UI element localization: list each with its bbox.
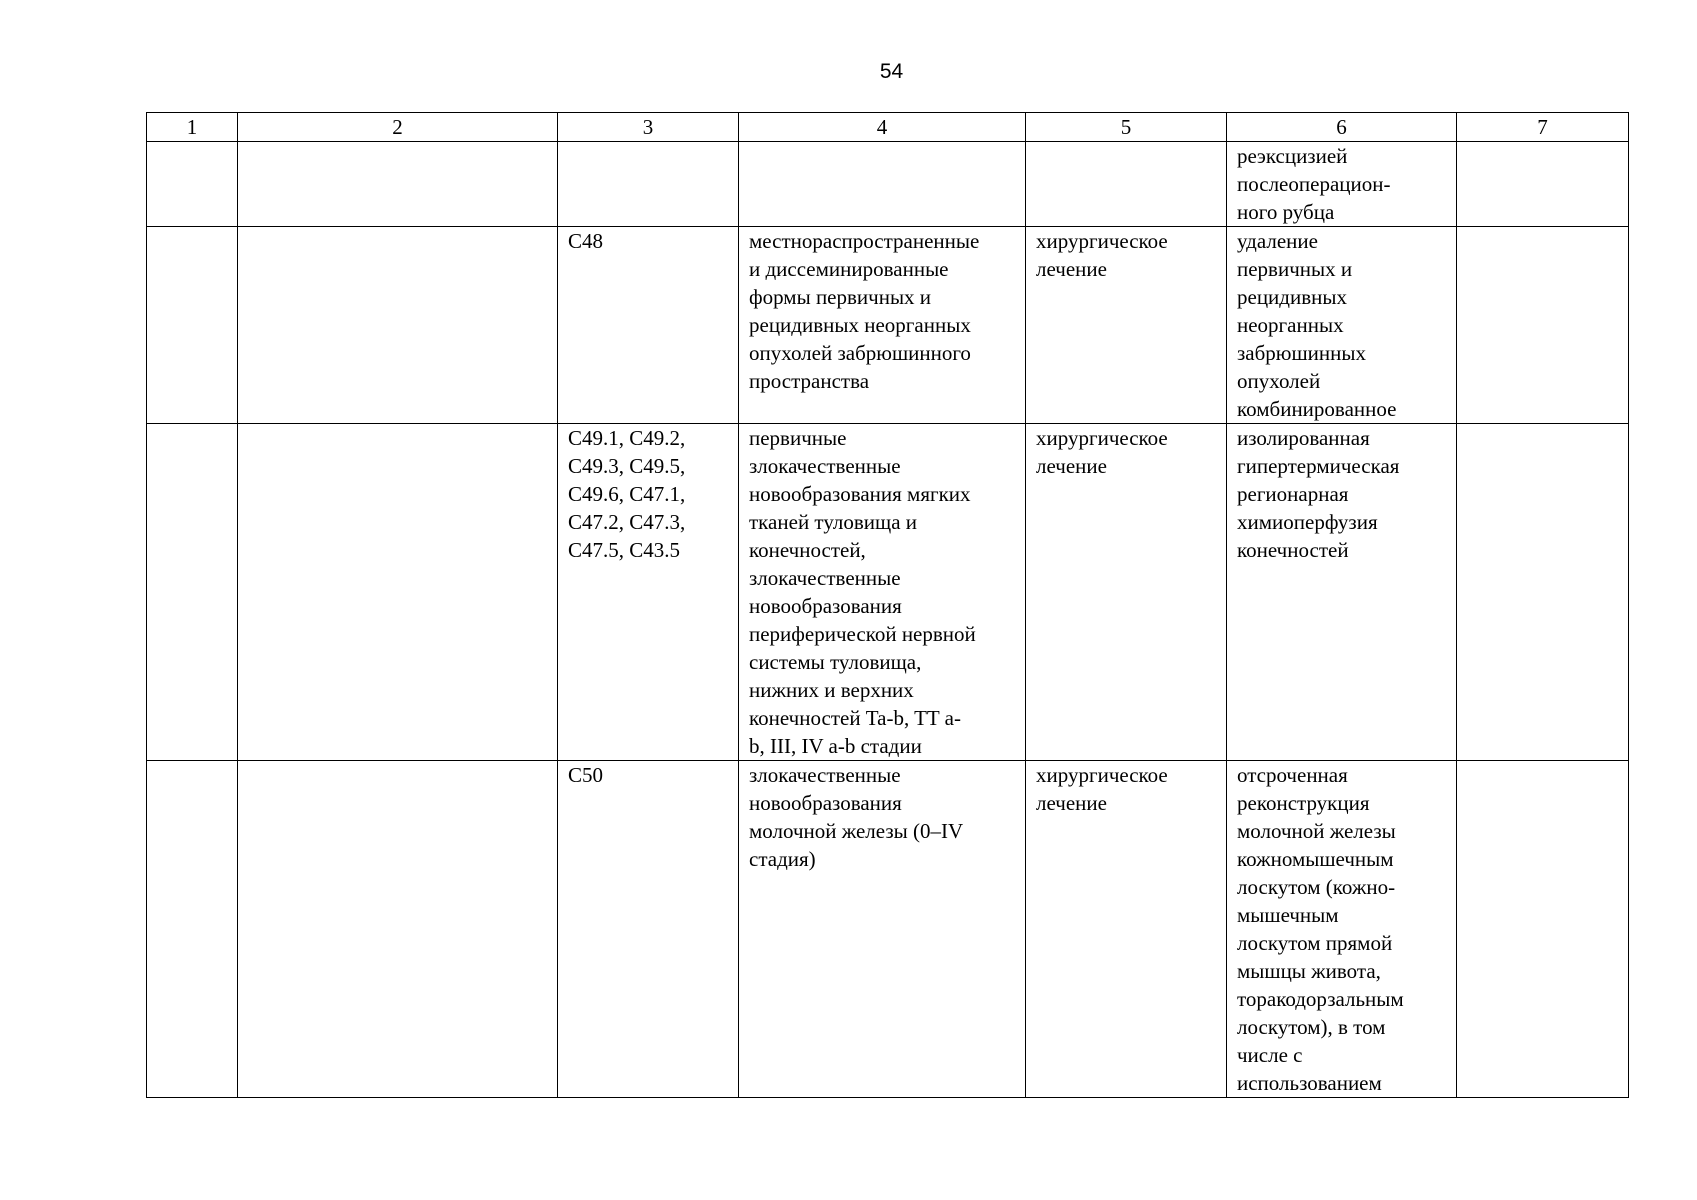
table-row <box>147 424 1629 761</box>
diagnosis-line: новообразования мягких <box>749 482 971 506</box>
column-number: 2 <box>238 113 558 142</box>
method-line: числе с <box>1237 1043 1303 1067</box>
table-row <box>147 761 1629 1098</box>
method-line: послеоперацион- <box>1237 172 1391 196</box>
icd-code-line: C49.6, C47.1, <box>568 482 686 506</box>
table-cell <box>238 227 558 424</box>
column-number: 4 <box>739 113 1026 142</box>
icd-codes-cell <box>558 424 739 761</box>
diagnosis-line: формы первичных и <box>749 285 932 309</box>
method-line: регионарная <box>1237 482 1349 506</box>
method-line: химиоперфузия <box>1237 510 1378 534</box>
table-cell <box>147 227 238 424</box>
method-line: комбинированное <box>1237 397 1397 421</box>
method-line: изолированная <box>1237 426 1370 450</box>
method-line: неорганных <box>1237 313 1344 337</box>
treatment-type-cell <box>1026 424 1227 761</box>
method-line: опухолей <box>1237 369 1321 393</box>
treatment-type-line: лечение <box>1036 257 1107 281</box>
method-line: отсроченная <box>1237 763 1348 787</box>
column-number: 7 <box>1457 113 1629 142</box>
diagnosis-line: опухолей забрюшинного <box>749 341 971 365</box>
treatment-type-line: хирургическое <box>1036 763 1168 787</box>
diagnosis-line: нижних и верхних <box>749 678 914 702</box>
method-cell <box>1227 142 1457 227</box>
table-row <box>147 142 1629 227</box>
diagnosis-line: конечностей, <box>749 538 866 562</box>
method-line: рецидивных <box>1237 285 1347 309</box>
method-line: реконструкция <box>1237 791 1370 815</box>
column-number: 3 <box>558 113 739 142</box>
icd-code-line: C47.5, C43.5 <box>568 538 681 562</box>
table-cell <box>739 142 1026 227</box>
method-cell <box>1227 761 1457 1098</box>
method-cell <box>1227 227 1457 424</box>
diagnosis-line: стадия) <box>749 847 816 871</box>
column-number: 6 <box>1227 113 1457 142</box>
treatment-table <box>146 112 1629 1098</box>
diagnosis-line: периферической нервной <box>749 622 976 646</box>
table-cell <box>1457 227 1629 424</box>
method-line: лоскутом (кожно- <box>1237 875 1396 899</box>
method-line: реэксцизией <box>1237 144 1348 168</box>
method-line: забрюшинных <box>1237 341 1366 365</box>
icd-codes-cell <box>558 761 739 1098</box>
treatment-type-line: лечение <box>1036 454 1107 478</box>
method-line: торакодорзальным <box>1237 987 1404 1011</box>
method-cell <box>1227 424 1457 761</box>
treatment-type-line: лечение <box>1036 791 1107 815</box>
icd-code-line: C48 <box>568 229 604 253</box>
diagnosis-line: злокачественные <box>749 566 901 590</box>
method-line: лоскутом), в том <box>1237 1015 1386 1039</box>
table-cell <box>147 142 238 227</box>
method-line: молочной железы <box>1237 819 1396 843</box>
page-number: 54 <box>879 60 904 83</box>
treatment-type-line: хирургическое <box>1036 229 1168 253</box>
diagnosis-line: новообразования <box>749 594 902 618</box>
table-cell <box>238 424 558 761</box>
table-row <box>147 227 1629 424</box>
diagnosis-line: новообразования <box>749 791 902 815</box>
diagnosis-line: рецидивных неорганных <box>749 313 971 337</box>
method-line: конечностей <box>1237 538 1349 562</box>
table-cell <box>1457 424 1629 761</box>
method-line: удаление <box>1237 229 1318 253</box>
diagnosis-line: злокачественные <box>749 763 901 787</box>
table-cell <box>558 142 739 227</box>
method-line: мышечным <box>1237 903 1339 927</box>
diagnosis-line: молочной железы (0–IV <box>749 819 964 843</box>
icd-codes-cell <box>558 227 739 424</box>
method-line: кожномышечным <box>1237 847 1394 871</box>
diagnosis-line: b, III, IV a-b стадии <box>749 734 922 758</box>
diagnosis-cell <box>739 424 1026 761</box>
table-cell <box>147 761 238 1098</box>
treatment-type-line: хирургическое <box>1036 426 1168 450</box>
treatment-type-cell <box>1026 761 1227 1098</box>
table-cell <box>1026 142 1227 227</box>
method-line: лоскутом прямой <box>1237 931 1393 955</box>
column-number: 1 <box>147 113 238 142</box>
table-cell <box>238 142 558 227</box>
table-cell <box>238 761 558 1098</box>
diagnosis-line: пространства <box>749 369 870 393</box>
diagnosis-line: системы туловища, <box>749 650 922 674</box>
diagnosis-cell <box>739 761 1026 1098</box>
diagnosis-line: тканей туловища и <box>749 510 918 534</box>
method-line: мышцы живота, <box>1237 959 1381 983</box>
icd-code-line: C49.3, C49.5, <box>568 454 686 478</box>
method-line: использованием <box>1237 1071 1382 1095</box>
diagnosis-line: местнораспространенные <box>749 229 980 253</box>
method-line: гипертермическая <box>1237 454 1400 478</box>
icd-code-line: C47.2, C47.3, <box>568 510 686 534</box>
diagnosis-line: злокачественные <box>749 454 901 478</box>
icd-code-line: C50 <box>568 763 604 787</box>
diagnosis-line: первичные <box>749 426 847 450</box>
table-cell <box>1457 142 1629 227</box>
table-cell <box>1457 761 1629 1098</box>
diagnosis-cell <box>739 227 1026 424</box>
table-cell <box>147 424 238 761</box>
column-number: 5 <box>1026 113 1227 142</box>
diagnosis-line: конечностей Ta-b, TT a- <box>749 706 961 730</box>
method-line: первичных и <box>1237 257 1353 281</box>
diagnosis-line: и диссеминированные <box>749 257 949 281</box>
column-number-row <box>147 113 1629 142</box>
method-line: ного рубца <box>1237 200 1335 224</box>
treatment-type-cell <box>1026 227 1227 424</box>
icd-code-line: C49.1, C49.2, <box>568 426 686 450</box>
